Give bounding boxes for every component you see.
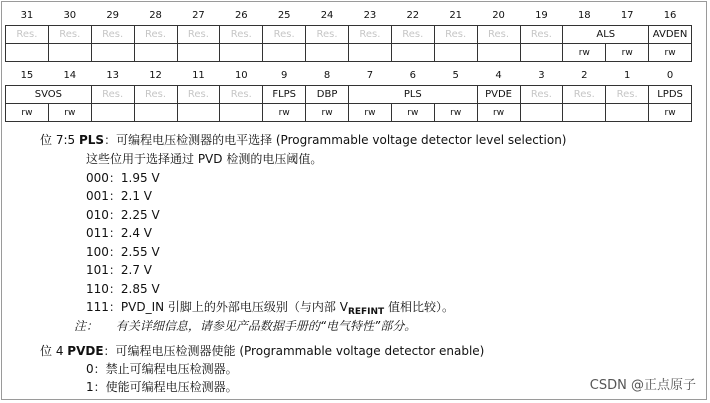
pls-option: 000：1.95 V xyxy=(86,171,160,185)
field-als: ALS xyxy=(563,26,649,44)
access-cell: rw xyxy=(48,104,91,122)
reserved-field: Res. xyxy=(306,26,349,44)
reserved-field: Res. xyxy=(520,86,563,104)
field-row xyxy=(6,86,692,104)
reserved-field: Res. xyxy=(6,26,49,44)
bit-number: 11 xyxy=(192,70,205,81)
pvde-field-name: PVDE xyxy=(67,344,104,358)
pvde-option: 1：使能可编程电压检测器。 xyxy=(86,380,238,394)
pls-option: 110：2.85 V xyxy=(86,282,160,296)
bit-number: 22 xyxy=(406,10,420,21)
access-cell: rw xyxy=(349,104,392,122)
field-pvde: PVDE xyxy=(477,86,520,104)
bit-number: 21 xyxy=(449,10,463,21)
reserved-field: Res. xyxy=(434,26,477,44)
pls-field-name: PLS xyxy=(78,133,105,147)
pls-option-text-end: 值相比较）。 xyxy=(384,300,455,314)
access-cell: rw xyxy=(306,104,349,122)
pls-bits-label: 位 7:5 xyxy=(40,133,76,147)
access-cell xyxy=(306,44,349,62)
bit-number: 2 xyxy=(581,70,588,81)
pvde-heading xyxy=(40,343,484,360)
access-cell xyxy=(134,104,177,122)
field-row xyxy=(6,26,692,44)
note-text: 有关详细信息，请参见产品数据手册的“电气特性”部分。 xyxy=(115,319,417,333)
reserved-field: Res. xyxy=(220,26,263,44)
bit-number: 4 xyxy=(495,70,502,81)
register-map-high xyxy=(5,6,692,62)
access-cell xyxy=(48,44,91,62)
bit-number: 0 xyxy=(666,70,674,81)
field-lpds: LPDS xyxy=(649,86,692,104)
register-map-low xyxy=(5,66,692,122)
bit-number: 3 xyxy=(538,70,545,81)
field-dbp: DBP xyxy=(306,86,349,104)
access-cell xyxy=(606,104,649,122)
access-cell: rw xyxy=(391,104,434,122)
bit-number: 5 xyxy=(452,70,459,81)
pvde-title: ：可编程电压检测器使能 (Programmable voltage detector enable) xyxy=(103,344,485,358)
reserved-field: Res. xyxy=(220,86,263,104)
bit-number: 8 xyxy=(323,70,331,81)
access-cell: rw xyxy=(263,104,306,122)
bit-number: 26 xyxy=(234,10,248,21)
access-cell: rw xyxy=(563,44,606,62)
access-cell xyxy=(477,44,520,62)
access-cell: rw xyxy=(434,104,477,122)
access-cell xyxy=(434,44,477,62)
bit-number: 25 xyxy=(277,10,291,21)
pls-option: 011：2.4 V xyxy=(86,226,153,240)
reserved-field: Res. xyxy=(391,26,434,44)
pvde-option: 0：禁止可编程电压检测器。 xyxy=(86,362,238,376)
access-row xyxy=(6,44,692,62)
access-cell: rw xyxy=(6,104,49,122)
reserved-field: Res. xyxy=(263,26,306,44)
bit-number: 31 xyxy=(20,10,34,21)
bit-number: 9 xyxy=(281,70,288,81)
bit-number: 18 xyxy=(577,10,591,21)
reserved-field: Res. xyxy=(177,26,220,44)
access-cell xyxy=(520,104,563,122)
access-cell xyxy=(134,44,177,62)
pls-option-text: 111：PVD_IN 引脚上的外部电压级别（与内部 V xyxy=(86,300,348,314)
access-cell xyxy=(177,44,220,62)
pls-option-external xyxy=(86,299,454,318)
reserved-field: Res. xyxy=(91,26,134,44)
access-cell: rw xyxy=(477,104,520,122)
pls-option: 010：2.25 V xyxy=(86,208,160,222)
reserved-field: Res. xyxy=(177,86,220,104)
reserved-field: Res. xyxy=(606,86,649,104)
pls-option: 100：2.55 V xyxy=(86,245,160,259)
bit-number: 7 xyxy=(366,70,374,81)
bit-number-row xyxy=(6,6,692,26)
access-cell: rw xyxy=(649,44,692,62)
bit-number: 1 xyxy=(624,70,631,81)
bit-number: 19 xyxy=(535,10,548,21)
bit-number: 17 xyxy=(620,10,634,21)
access-cell xyxy=(563,104,606,122)
reserved-field: Res. xyxy=(91,86,134,104)
pls-title: ：可编程电压检测器的电平选择 (Programmable voltage detector level selection) xyxy=(104,133,567,147)
access-cell xyxy=(349,44,392,62)
note-label: 注： xyxy=(74,319,99,333)
access-cell xyxy=(220,44,263,62)
reserved-field: Res. xyxy=(349,26,392,44)
field-pls: PLS xyxy=(349,86,478,104)
bit-number: 12 xyxy=(149,70,162,81)
pls-option: 001：2.1 V xyxy=(86,189,153,203)
access-cell xyxy=(91,44,134,62)
reserved-field: Res. xyxy=(520,26,563,44)
field-svos: SVOS xyxy=(6,86,92,104)
pls-option: 101：2.7 V xyxy=(86,263,153,277)
bit-number-row xyxy=(6,66,692,86)
bit-number: 27 xyxy=(192,10,205,21)
reserved-field: Res. xyxy=(134,26,177,44)
bit-number: 16 xyxy=(663,10,677,21)
reserved-field: Res. xyxy=(563,86,606,104)
field-avden: AVDEN xyxy=(649,26,692,44)
pls-note xyxy=(74,318,416,335)
bit-number: 24 xyxy=(320,10,334,21)
access-cell: rw xyxy=(606,44,649,62)
bit-number: 30 xyxy=(63,10,77,21)
bit-number: 13 xyxy=(106,70,120,81)
access-cell xyxy=(177,104,220,122)
vrefint-subscript: REFINT xyxy=(347,307,385,317)
access-cell xyxy=(6,44,49,62)
pvde-bits-label: 位 4 xyxy=(40,344,64,358)
watermark: CSDN @正点原子 xyxy=(589,378,696,393)
access-cell xyxy=(220,104,263,122)
access-cell: rw xyxy=(649,104,692,122)
pls-intro: 这些位用于选择通过 PVD 检测的电压阈值。 xyxy=(86,152,323,166)
bit-number: 20 xyxy=(492,10,505,21)
bit-number: 15 xyxy=(20,70,34,81)
field-flps: FLPS xyxy=(263,86,306,104)
access-cell xyxy=(91,104,134,122)
pls-heading xyxy=(40,132,566,149)
access-cell xyxy=(520,44,563,62)
bit-number: 23 xyxy=(363,10,377,21)
access-cell xyxy=(263,44,306,62)
bit-number: 10 xyxy=(234,70,248,81)
access-row xyxy=(6,104,692,122)
bit-number: 14 xyxy=(63,70,77,81)
reserved-field: Res. xyxy=(477,26,520,44)
access-cell xyxy=(391,44,434,62)
bit-number: 29 xyxy=(106,10,120,21)
reserved-field: Res. xyxy=(48,26,91,44)
reserved-field: Res. xyxy=(134,86,177,104)
bit-number: 28 xyxy=(149,10,162,21)
bit-number: 6 xyxy=(409,70,416,81)
